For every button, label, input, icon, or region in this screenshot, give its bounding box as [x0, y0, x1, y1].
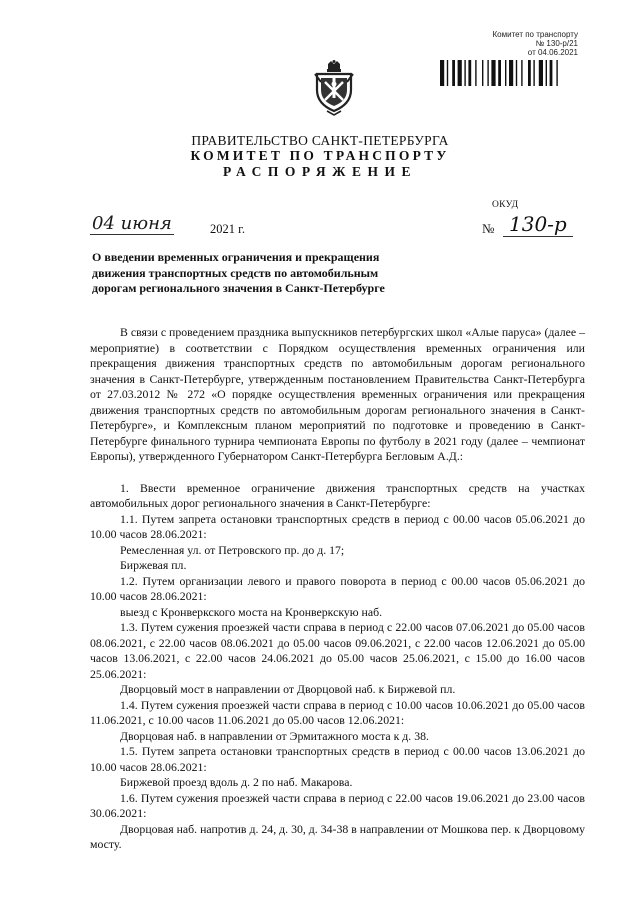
date-handwritten	[90, 213, 174, 234]
clause-1: 1. Ввести временное ограничение движения транспортных средств на участках автомобильных дорог регионального значения в Санкт-Петербурге:	[90, 480, 585, 510]
stamp-committee: Комитет по транспорту	[492, 30, 578, 39]
number-sign: №	[482, 221, 495, 236]
number-handwritten: 130-р	[503, 212, 573, 237]
clause-1-2-street: выезд с Кронверкского моста на Кронверкскую наб.	[120, 604, 383, 619]
clause-1-4-street: Дворцовая наб. в направлении от Эрмитажного моста к д. 38.	[120, 728, 429, 743]
stamp-date: от 04.06.2021	[527, 48, 578, 57]
document-title: О введении временных ограничения и прекращения движения транспортных средств по автомобильным дорогам регионального значения в Санкт-Петербурге	[92, 250, 385, 295]
okud-label: ОКУД	[492, 200, 519, 210]
document-body	[90, 325, 585, 853]
clause-1-3-street: Дворцовый мост в направлении от Дворцовой наб. к Биржевой пл.	[120, 682, 456, 696]
date-year: 2021 г.	[210, 222, 245, 236]
clause-1-6: 1.6. Путем сужения проезжей части справа в период с 22.00 часов 19.06.2021 до 23.00 часов 30.06.2021:	[90, 790, 585, 820]
government-name: ПРАВИТЕЛЬСТВО САНКТ-ПЕТЕРБУРГА	[191, 133, 449, 148]
clause-1-5: 1.5. Путем запрета остановки транспортных средств в период с 00.00 часов 13.06.2021 до 10.00 часов 28.06.2021:	[90, 744, 585, 774]
clause-1-1-street-2: Биржевая пл.	[120, 558, 187, 572]
date-handwritten-text: 04 июня	[92, 213, 172, 234]
stamp-number: № 130-р/21	[535, 39, 578, 48]
clause-1-4: 1.4. Путем сужения проезжей части справа в период с 10.00 часов 10.06.2021 до 05.00 часов 11.06.2021, с 10.00 часов 11.06.2021 до 05.00 часов 12.06.2021:	[90, 697, 585, 727]
clause-1-2: 1.2. Путем организации левого и правого поворота в период с 00.00 часов 05.06.2021 до 10.00 часов 28.06.2021:	[90, 573, 585, 603]
preamble-paragraph: В связи с проведением праздника выпускников петербургских школ «Алые паруса» (далее – мероприятие) в соответствии с Порядком осуществления временных ограничения или прекращения движения транспортных средств по автомобильным дорогам регионального значения в Санкт-Петербурге, утвержденным постановлением Правительства Санкт-Петербурга от 27.03.2012 № 272 «О порядке осуществления временных ограничения или прекращения движения транспортных средств по автомобильным дорогам регионального значения в Санкт-Петербурге», и Комплексным планом мероприятий по подготовке и проведению в Санкт-Петербурге финального турнира чемпионата Европы по футболу в 2021 году (далее – чемпионат Европы), утвержденного Губернатором Санкт-Петербурга Бегловым А.Д.:	[90, 325, 585, 463]
clause-1-1: 1.1. Путем запрета остановки транспортных средств в период с 00.00 часов 05.06.2021 до 10.00 часов 28.06.2021:	[90, 511, 585, 541]
clause-1-1-street-1: Ремесленная ул. от Петровского пр. до д. 17;	[120, 542, 345, 557]
document-type: РАСПОРЯЖЕНИЕ	[222, 164, 418, 179]
registration-stamp	[492, 30, 578, 57]
clause-1-5-street: Биржевой проезд вдоль д. 2 по наб. Макарова.	[120, 775, 353, 789]
barcode	[440, 60, 570, 86]
committee-name: КОМИТЕТ ПО ТРАНСПОРТУ	[190, 148, 450, 163]
coat-of-arms-emblem	[313, 60, 355, 116]
clause-1-3: 1.3. Путем сужения проезжей части справа в период с 22.00 часов 07.06.2021 до 05.00 часов 08.06.2021, с 22.00 часов 08.06.2021 до 05.00 часов 09.06.2021, с 22.00 часов 12.06.2021 до 05.00 часов 13.06.2021, с 22.00 часов 24.06.2021 до 05.00 часов 25.06.2021, с 15.00 до 16.00 часов 25.06.2021:	[90, 620, 585, 681]
clause-1-6-street: Дворцовая наб. напротив д. 24, д. 30, д. 34-38 в направлении от Мошкова пер. к Дворцовому мосту.	[90, 821, 585, 851]
